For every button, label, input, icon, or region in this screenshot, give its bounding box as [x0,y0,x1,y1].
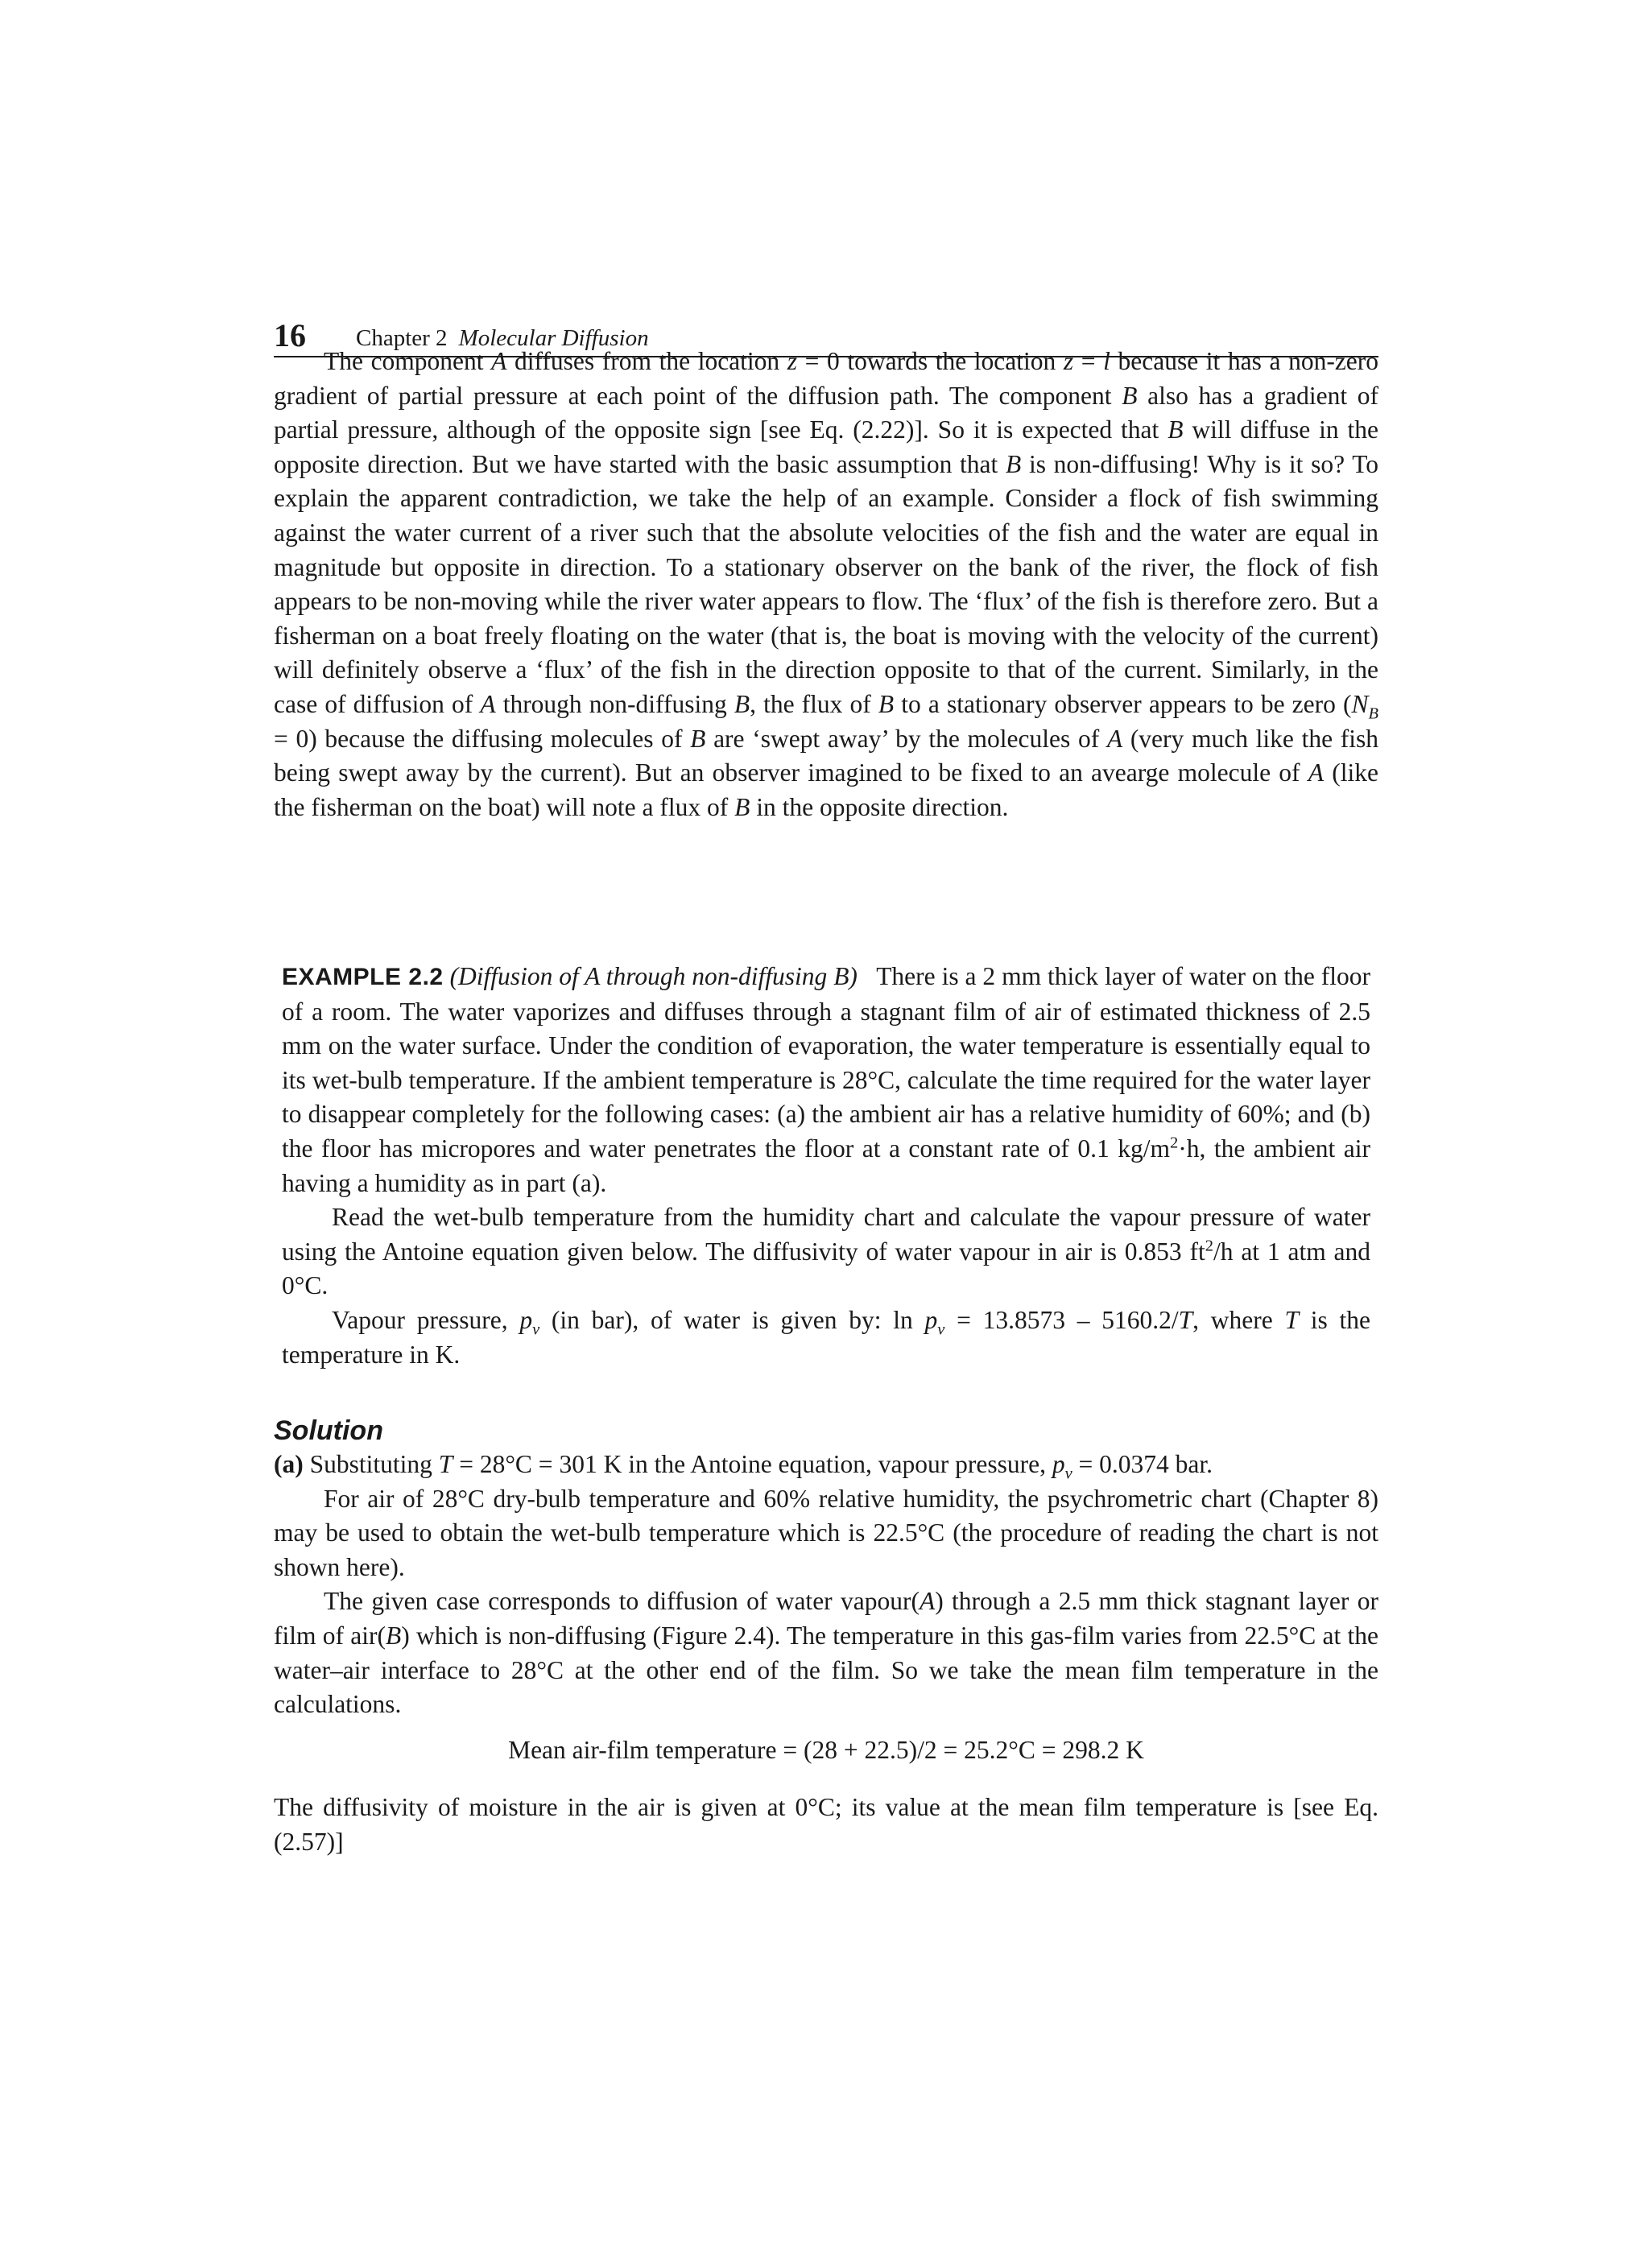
closing-section [274,1791,1378,1859]
example-label: EXAMPLE 2.2 [282,964,444,990]
solution-film-paragraph: The given case corresponds to diffusion of water vapour(A) through a 2.5 mm thick stagnant layer or film of air(B) which is non-diffusing (Figure 2.4). The temperature in this gas-film varies from 22.5°C at the water–air interface to 28°C at the other end of the film. So we take the mean film temperature in the calculations. [274,1587,1378,1719]
solution-heading: Solution [274,1415,383,1446]
part-a-label: (a) [274,1450,304,1478]
intro-section [274,345,1378,824]
example-2-2 [282,960,1370,1372]
closing-paragraph: The diffusivity of moisture in the air is given at 0°C; its value at the mean film temperature is [see Eq. (2.57)] [274,1793,1378,1856]
solution-section [274,1448,1378,1722]
solution-part-a: (a) Substituting T = 28°C = 301 K in the Antoine equation, vapour pressure, $p_v = 0.0374$ bar. [274,1450,1213,1483]
chapter-label: Chapter 2 [356,325,448,351]
page-number: 16 [274,317,306,353]
example-problem-statement: EXAMPLE 2.2 (Diffusion of A through non-diffusing B) There is a 2 mm thick layer of water on the floor of a room. The water vaporizes and diffuses through a stagnant film of air of estimated thickness of 2.5 mm on the water surface. Under the condition of evaporation, the water temperature is essentially equal to its wet-bulb temperature. If the ambient temperature is 28°C, calculate the time required for the water layer to disappear completely for the following cases: (a) the ambient air has a relative humidity of 60%; and (b) the floor has micropores and water penetrates the floor at a constant rate of 0.1 $kg/m^2\cdot h$, the ambient air having a humidity as in part (a). [282,962,1371,1197]
chapter-title: Molecular Diffusion [458,325,649,351]
solution-wet-bulb-paragraph: For air of 28°C dry-bulb temperature and 60% relative humidity, the psychrometric chart (Chapter 8) may be used to obtain the wet-bulb temperature which is 22.5°C (the procedure of reading the chart is not shown here). [274,1484,1378,1581]
example-title: (Diffusion of A through non-diffusing B) [449,962,858,990]
intro-paragraph: The component A diffuses from the location z = 0 towards the location z = l because it has a non-zero gradient of partial pressure at each point of the diffusion path. The component B also has a gradient of partial pressure, although of the opposite sign [see Eq. (2.22)]. So it is expected that B will diffuse in the opposite direction. But we have started with the basic assumption that B is non-diffusing! Why is it so? To explain the apparent contradiction, we take the help of an example. Consider a flock of fish swimming against the water current of a river such that the absolute velocities of the fish and the water are equal in magnitude but opposite in direction. To a stationary observer on the bank of the river, the flock of fish appears to be non-moving while the river water appears to flow. The ‘flux’ of the fish is therefore zero. But a fisherman on a boat freely floating on the water (that is, the boat is moving with the velocity of the current) will definitely observe a ‘flux’ of the fish in the direction opposite to that of the current. Similarly, in the case of diffusion of A through non-diffusing B, the flux of B to a stationary observer appears to be zero $(N_B = 0)$ because the diffusing molecules of B are ‘swept away’ by the molecules of A (very much like the fish being swept away by the current). But an observer imagined to be fixed to an avearge molecule of A (like the fisherman on the boat) will note a flux of B in the opposite direction. [274,347,1379,821]
mean-temperature-equation: Mean air-film temperature = (28 + 22.5)/2 = 25.2°C = 298.2 K [508,1736,1144,1764]
example-hint-paragraph: Read the wet-bulb temperature from the humidity chart and calculate the vapour pressure of water using the Antoine equation given below. The diffusivity of water vapour in air is 0.853 $ft^2/h$ at 1 atm and 0°C. [282,1203,1371,1300]
example-antoine-paragraph: Vapour pressure, $p_v$ (in bar), of water is given by: $\ln p_v = 13.8573 - 5160.2/T$, where T is the temperature in K. [282,1305,1370,1369]
